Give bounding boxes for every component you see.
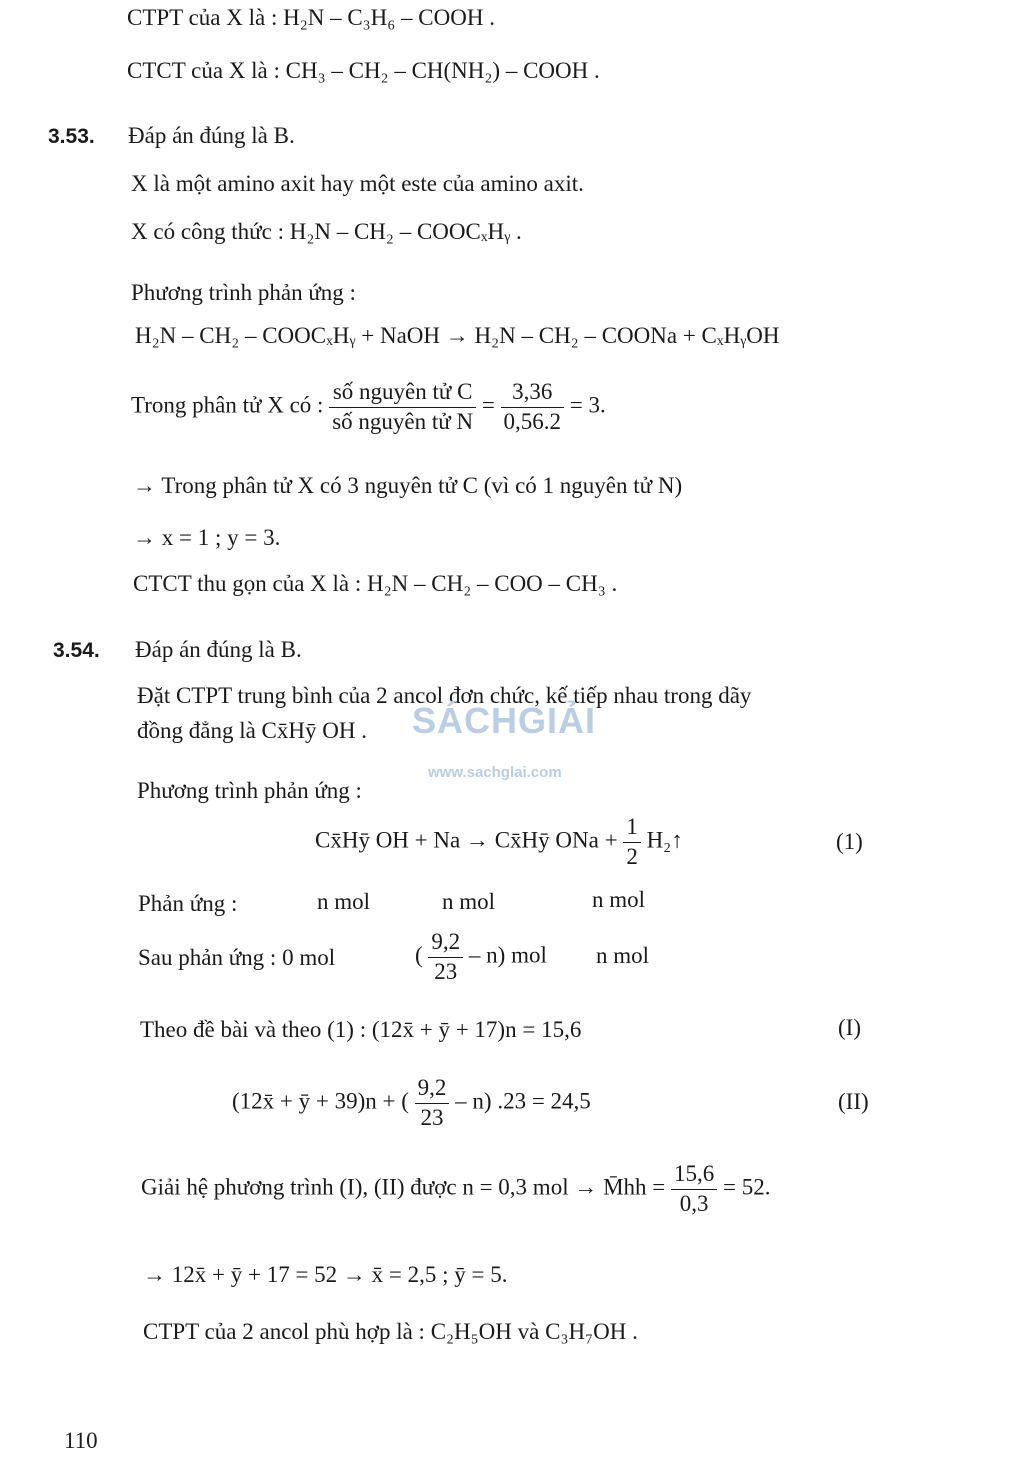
row-label: Sau phản ứng : 0 mol [138, 945, 336, 970]
watermark-logo: SÁCHGIẢI [412, 700, 597, 741]
mol-value: n mol [596, 943, 650, 968]
watermark-url: www.sachglai.com [428, 764, 562, 781]
fraction-denominator: 23 [434, 958, 458, 984]
equation-line: Theo đề bài và theo (1) : (12x̄ + ȳ + 17)n = 15,6 [140, 1017, 582, 1042]
question-number: 3.54. [53, 639, 100, 662]
half-fraction [623, 813, 641, 872]
equation-line: H₂N – CH₂ – COOCₓHᵧ + NaOH → H₂N – CH₂ – COONa + CₓHᵧOH [135, 323, 780, 348]
fraction-numerator: số nguyên tử C [329, 378, 476, 408]
fraction-numerator: 9,2 [428, 928, 463, 958]
equals-sign: = [481, 392, 495, 418]
open-paren: ( [415, 942, 423, 968]
fraction-denominator: 0,56.2 [503, 408, 562, 434]
equation-tag: (1) [836, 829, 863, 854]
fraction-denominator: số nguyên tử N [332, 408, 474, 434]
answer-line: Đáp án đúng là B. [128, 123, 295, 148]
ratio-line [131, 378, 606, 437]
fraction-numerator: 9,2 [415, 1074, 450, 1104]
text-line: → Trong phân tử X có 3 nguyên tử C (vì có 1 nguyên tử N) [133, 473, 683, 498]
equation-right: – n) .23 = 24,5 [455, 1088, 591, 1114]
molar-mass-fraction [671, 1160, 717, 1219]
ratio-prefix: Trong phân tử X có : [131, 392, 324, 418]
mol-fraction [428, 928, 463, 987]
text-line: CTPT của X là : H₂N – C₃H₆ – COOH . [127, 5, 495, 30]
mol-value: n mol [317, 889, 371, 914]
text-line: Phương trình phản ứng : [137, 778, 362, 803]
fraction-numerator: 3,36 [501, 378, 565, 408]
fraction-denominator: 0,3 [679, 1190, 709, 1216]
equation-left: Cx̄Hȳ OH + Na → Cx̄Hȳ ONa + [315, 827, 618, 853]
equation-line [315, 813, 683, 872]
mol-rest: – n) mol [468, 942, 547, 968]
mol-fraction [415, 1074, 450, 1133]
text-line: → x = 1 ; y = 3. [133, 525, 281, 550]
fraction-denominator: 23 [420, 1104, 444, 1130]
fraction-numerator: 1 [623, 813, 641, 843]
atom-ratio-fraction [329, 378, 476, 437]
equation-line: → 12x̄ + ȳ + 17 = 52 → x̄ = 2,5 ; ȳ = 5. [143, 1262, 508, 1287]
text-line: CTCT thu gọn của X là : H₂N – CH₂ – COO – CH₃ . [133, 571, 618, 596]
text-line: CTCT của X là : CH₃ – CH₂ – CH(NH₂) – COOH . [127, 58, 600, 83]
mol-expression [415, 928, 547, 987]
equation-left: (12x̄ + ȳ + 39)n + ( [232, 1088, 409, 1114]
equation-line [232, 1074, 591, 1133]
fraction-denominator: 2 [626, 843, 638, 869]
text-line: Phương trình phản ứng : [131, 280, 356, 305]
equation-tag: (II) [838, 1089, 869, 1114]
text-line: Đặt CTPT trung bình của 2 ancol đơn chức, kế tiếp nhau trong dãy [137, 683, 752, 708]
question-number: 3.53. [48, 125, 95, 148]
equation-line [141, 1160, 770, 1219]
mol-value: n mol [592, 887, 646, 912]
equation-tag: (I) [838, 1015, 861, 1040]
row-label: Phản ứng : [138, 891, 238, 916]
equation-result: = 52. [723, 1174, 771, 1200]
text-line: CTPT của 2 ancol phù hợp là : C₂H₅OH và C₃H₇OH . [143, 1319, 638, 1344]
page-number: 110 [64, 1428, 98, 1453]
text-line: đồng đẳng là Cx̄Hȳ OH . [137, 718, 367, 743]
text-line: X là một amino axit hay một este của amino axit. [131, 171, 584, 196]
fraction-numerator: 15,6 [671, 1160, 717, 1190]
value-fraction [501, 378, 565, 437]
equation-right: H₂↑ [646, 827, 683, 853]
answer-line: Đáp án đúng là B. [135, 637, 302, 662]
text-line: X có công thức : H₂N – CH₂ – COOCₓHᵧ . [131, 219, 522, 244]
ratio-result: = 3. [569, 392, 606, 418]
mol-value: n mol [442, 889, 496, 914]
equation-left: Giải hệ phương trình (I), (II) được n = 0,3 mol → M̄hh = [141, 1174, 666, 1200]
